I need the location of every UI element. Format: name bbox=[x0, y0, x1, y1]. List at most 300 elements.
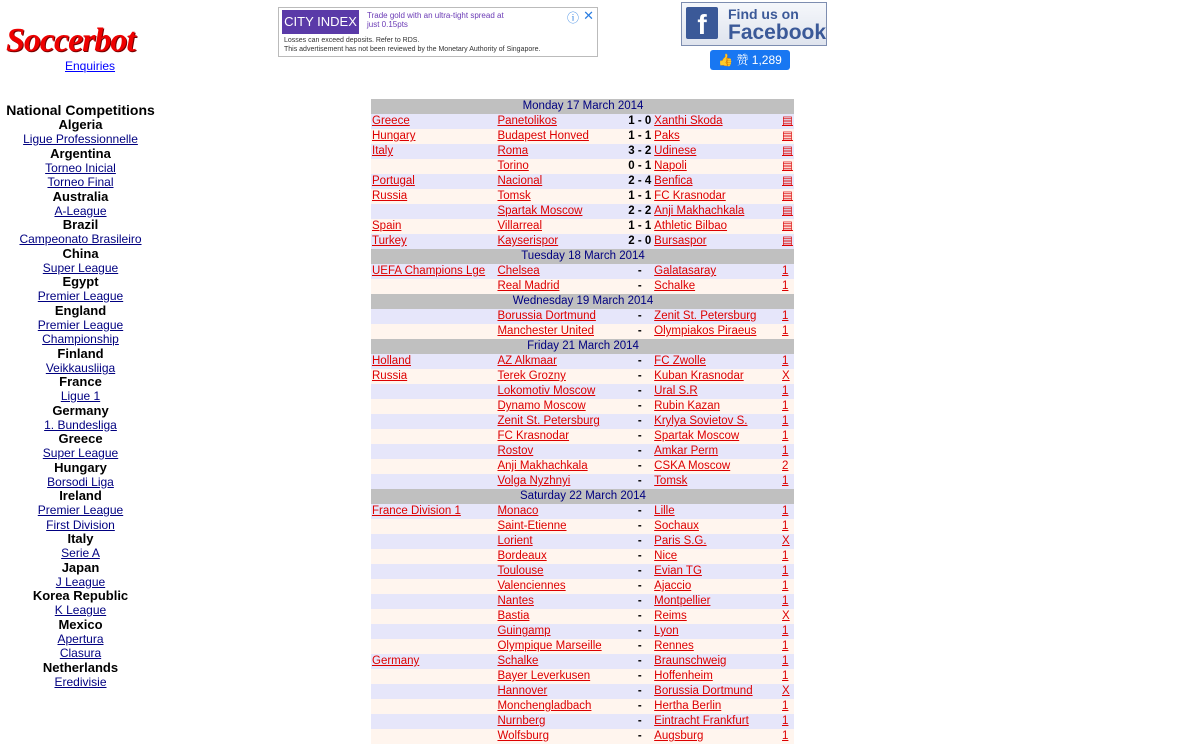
fixture-row bbox=[371, 519, 794, 534]
competition-link[interactable]: Germany bbox=[372, 655, 420, 667]
away-team-link[interactable]: Tomsk bbox=[654, 475, 688, 487]
away-team-cell bbox=[653, 219, 781, 234]
tip-cell bbox=[781, 534, 794, 549]
score-cell: - bbox=[625, 579, 653, 594]
competition-cell bbox=[371, 309, 496, 324]
score-cell: 2 - 2 bbox=[625, 204, 653, 219]
away-team-cell bbox=[653, 144, 781, 159]
away-team-link[interactable]: Athletic Bilbao bbox=[654, 220, 728, 232]
score-cell: - bbox=[625, 429, 653, 444]
home-team-cell bbox=[496, 669, 625, 684]
date-header-row bbox=[371, 249, 794, 264]
away-team-cell bbox=[653, 309, 781, 324]
competition-cell bbox=[371, 504, 496, 519]
sidebar-competition-link[interactable]: Veikkausliiga bbox=[45, 360, 116, 375]
away-team-link[interactable]: Paris S.G. bbox=[654, 535, 707, 547]
competition-cell bbox=[371, 219, 496, 234]
tip-link[interactable]: X bbox=[782, 610, 790, 622]
ad-brand-logo[interactable]: CITY INDEX bbox=[282, 10, 359, 34]
tip-link[interactable]: ▤ bbox=[782, 115, 793, 127]
away-team-link[interactable]: Benfica bbox=[654, 175, 693, 187]
away-team-link[interactable]: CSKA Moscow bbox=[654, 460, 731, 472]
away-team-cell bbox=[653, 459, 781, 474]
fixtures-table bbox=[371, 99, 794, 744]
home-team-link[interactable]: Manchester United bbox=[497, 325, 594, 337]
competition-cell bbox=[371, 579, 496, 594]
home-team-cell bbox=[496, 279, 625, 294]
sidebar-competition-link[interactable]: Apertura bbox=[57, 631, 104, 646]
score-cell: - bbox=[625, 639, 653, 654]
home-team-cell bbox=[496, 624, 625, 639]
tip-link[interactable]: ▤ bbox=[782, 145, 793, 157]
away-team-link[interactable]: Rubin Kazan bbox=[654, 400, 721, 412]
sidebar-competition-link[interactable]: K League bbox=[54, 603, 107, 617]
tip-link[interactable]: ▤ bbox=[782, 220, 793, 232]
home-team-cell bbox=[496, 654, 625, 669]
home-team-link[interactable]: Hannover bbox=[497, 685, 548, 697]
sidebar-competition-link[interactable]: Serie A bbox=[61, 546, 100, 560]
competition-link[interactable]: Holland bbox=[372, 355, 411, 367]
tip-link[interactable]: X bbox=[782, 370, 790, 382]
away-team-cell bbox=[653, 114, 781, 129]
tip-cell bbox=[781, 504, 794, 519]
score-cell: - bbox=[625, 474, 653, 489]
date-header-row bbox=[371, 489, 794, 504]
away-team-link[interactable]: Borussia Dortmund bbox=[654, 685, 753, 697]
competition-cell bbox=[371, 714, 496, 729]
competition-cell bbox=[371, 624, 496, 639]
home-team-link[interactable]: Lorient bbox=[497, 535, 533, 547]
home-team-link[interactable]: Nantes bbox=[497, 595, 534, 607]
tip-link[interactable]: 1 bbox=[782, 325, 789, 337]
home-team-link[interactable]: Zenit St. Petersburg bbox=[497, 415, 600, 427]
sidebar-competition-link[interactable]: First Division bbox=[46, 517, 115, 532]
competition-link[interactable]: UEFA Champions Lge bbox=[372, 265, 486, 277]
home-team-link[interactable]: Olympique Marseille bbox=[497, 640, 602, 652]
competition-link[interactable]: Russia bbox=[372, 190, 408, 202]
away-team-link[interactable]: Zenit St. Petersburg bbox=[654, 310, 757, 322]
home-team-link[interactable]: Anji Makhachkala bbox=[497, 460, 588, 472]
tip-link[interactable]: 1 bbox=[782, 730, 789, 742]
home-team-cell bbox=[496, 384, 625, 399]
sidebar-competition-link[interactable]: Super League bbox=[42, 446, 119, 460]
tip-link[interactable]: 1 bbox=[782, 400, 789, 412]
sidebar-competition-link[interactable]: Torneo Inicial bbox=[45, 160, 116, 175]
competition-link[interactable]: Hungary bbox=[372, 130, 416, 142]
fixture-row bbox=[371, 114, 794, 129]
home-team-link[interactable]: Saint-Etienne bbox=[497, 520, 567, 532]
home-team-link[interactable]: Spartak Moscow bbox=[497, 205, 583, 217]
competition-cell bbox=[371, 369, 496, 384]
sidebar-competition-link[interactable]: Clasura bbox=[59, 646, 102, 660]
sidebar-competition-link[interactable]: J League bbox=[55, 574, 106, 589]
home-team-cell bbox=[496, 159, 625, 174]
sidebar-country-heading: Brazil bbox=[62, 217, 99, 232]
score-cell: 1 - 1 bbox=[625, 189, 653, 204]
competition-link[interactable]: Spain bbox=[372, 220, 402, 232]
score-cell: - bbox=[625, 369, 653, 384]
competition-cell bbox=[371, 159, 496, 174]
sidebar-competition-link[interactable]: Ligue Professionnelle bbox=[23, 132, 138, 146]
away-team-link[interactable]: Augsburg bbox=[654, 730, 704, 742]
fixture-row bbox=[371, 369, 794, 384]
score-cell: 1 - 0 bbox=[625, 114, 653, 129]
away-team-link[interactable]: Galatasaray bbox=[654, 265, 717, 277]
home-team-cell bbox=[496, 459, 625, 474]
score-cell: - bbox=[625, 309, 653, 324]
home-team-link[interactable]: Monchengladbach bbox=[497, 700, 592, 712]
tip-cell bbox=[781, 654, 794, 669]
tip-link[interactable]: 1 bbox=[782, 415, 789, 427]
home-team-link[interactable]: Lokomotiv Moscow bbox=[497, 385, 596, 397]
sidebar-competition-link[interactable]: Premier League bbox=[37, 317, 124, 332]
home-team-link[interactable]: Villarreal bbox=[497, 220, 542, 232]
home-team-link[interactable]: Toulouse bbox=[497, 565, 544, 577]
home-team-link[interactable]: Borussia Dortmund bbox=[497, 310, 596, 322]
tip-cell bbox=[781, 159, 794, 174]
away-team-link[interactable]: Hertha Berlin bbox=[654, 700, 722, 712]
away-team-cell bbox=[653, 654, 781, 669]
fixture-row bbox=[371, 444, 794, 459]
tip-link[interactable]: X bbox=[782, 535, 790, 547]
competition-cell bbox=[371, 384, 496, 399]
home-team-cell bbox=[496, 309, 625, 324]
tip-link[interactable]: 1 bbox=[782, 310, 789, 322]
away-team-link[interactable]: Braunschweig bbox=[654, 655, 727, 667]
fixture-row bbox=[371, 204, 794, 219]
tip-link[interactable]: 1 bbox=[782, 520, 789, 532]
date-header: Monday 17 March 2014 bbox=[371, 99, 794, 114]
home-team-cell bbox=[496, 639, 625, 654]
away-team-link[interactable]: Ajaccio bbox=[654, 580, 692, 592]
tip-link[interactable]: ▤ bbox=[782, 190, 793, 202]
away-team-cell bbox=[653, 579, 781, 594]
tip-cell bbox=[781, 519, 794, 534]
away-team-link[interactable]: Anji Makhachkala bbox=[654, 205, 745, 217]
home-team-link[interactable]: Guingamp bbox=[497, 625, 551, 637]
home-team-link[interactable]: Terek Grozny bbox=[497, 370, 566, 382]
home-team-cell bbox=[496, 594, 625, 609]
fixture-row bbox=[371, 669, 794, 684]
fixture-row bbox=[371, 594, 794, 609]
sidebar-competition-link[interactable]: Super League bbox=[42, 260, 119, 275]
tip-link[interactable]: 1 bbox=[782, 715, 789, 727]
facebook-find-us-button[interactable] bbox=[681, 2, 827, 46]
score-cell: - bbox=[625, 414, 653, 429]
competition-cell bbox=[371, 399, 496, 414]
away-team-link[interactable]: Xanthi Skoda bbox=[654, 115, 723, 127]
sidebar-competition-link[interactable]: Championship bbox=[42, 332, 119, 346]
tip-link[interactable]: 1 bbox=[782, 475, 789, 487]
competition-cell bbox=[371, 699, 496, 714]
fixture-row bbox=[371, 219, 794, 234]
away-team-link[interactable]: Eintracht Frankfurt bbox=[654, 715, 749, 727]
tip-link[interactable]: 2 bbox=[782, 460, 789, 472]
home-team-link[interactable]: Valenciennes bbox=[497, 580, 566, 592]
ad-info-icon[interactable]: ⓘ bbox=[566, 11, 579, 25]
score-cell: 0 - 1 bbox=[625, 159, 653, 174]
home-team-cell bbox=[496, 144, 625, 159]
score-cell: - bbox=[625, 384, 653, 399]
home-team-link[interactable]: Torino bbox=[497, 160, 529, 172]
date-header: Friday 21 March 2014 bbox=[371, 339, 794, 354]
score-cell: - bbox=[625, 654, 653, 669]
competition-link[interactable]: Italy bbox=[372, 145, 394, 157]
away-team-link[interactable]: Krylya Sovietov S. bbox=[654, 415, 748, 427]
tip-cell bbox=[781, 699, 794, 714]
away-team-link[interactable]: Nice bbox=[654, 550, 678, 562]
home-team-link[interactable]: Tomsk bbox=[497, 190, 531, 202]
score-cell: - bbox=[625, 279, 653, 294]
sidebar-country-heading: Finland bbox=[57, 345, 104, 361]
away-team-link[interactable]: Napoli bbox=[654, 160, 687, 172]
competition-link[interactable]: Portugal bbox=[372, 175, 415, 187]
sidebar-competition-link[interactable]: A-League bbox=[54, 203, 107, 218]
enquiries-link[interactable]: Enquiries bbox=[65, 59, 116, 73]
home-team-link[interactable]: Dynamo Moscow bbox=[497, 400, 586, 412]
away-team-cell bbox=[653, 324, 781, 339]
away-team-link[interactable]: Paks bbox=[654, 130, 680, 142]
away-team-link[interactable]: Reims bbox=[654, 610, 687, 622]
home-team-link[interactable]: Bastia bbox=[497, 610, 530, 622]
tip-cell bbox=[781, 324, 794, 339]
tip-link[interactable]: 1 bbox=[782, 595, 789, 607]
sidebar-country-heading: Greece bbox=[58, 431, 103, 446]
tip-link[interactable]: 1 bbox=[782, 640, 789, 652]
tip-link[interactable]: 1 bbox=[782, 550, 789, 562]
away-team-link[interactable]: Olympiakos Piraeus bbox=[654, 325, 757, 337]
competition-cell bbox=[371, 459, 496, 474]
away-team-cell bbox=[653, 204, 781, 219]
home-team-cell bbox=[496, 519, 625, 534]
away-team-cell bbox=[653, 669, 781, 684]
competition-cell bbox=[371, 534, 496, 549]
competition-cell bbox=[371, 129, 496, 144]
tip-cell bbox=[781, 684, 794, 699]
tip-cell bbox=[781, 354, 794, 369]
sidebar-competition-link[interactable]: Eredivisie bbox=[54, 674, 107, 689]
competition-link[interactable]: France Division 1 bbox=[372, 505, 461, 517]
tip-link[interactable]: 1 bbox=[782, 445, 789, 457]
tip-cell bbox=[781, 384, 794, 399]
away-team-link[interactable]: Rennes bbox=[654, 640, 694, 652]
home-team-link[interactable]: Nacional bbox=[497, 175, 543, 187]
away-team-link[interactable]: Lille bbox=[654, 505, 675, 517]
fixture-row bbox=[371, 324, 794, 339]
competition-link[interactable]: Greece bbox=[372, 115, 410, 127]
sidebar-country-heading: Egypt bbox=[62, 274, 99, 289]
home-team-cell bbox=[496, 429, 625, 444]
competition-cell bbox=[371, 729, 496, 744]
tip-link[interactable]: 1 bbox=[782, 430, 789, 442]
sidebar-competition-link[interactable]: Borsodi Liga bbox=[47, 474, 114, 489]
sidebar-list bbox=[0, 118, 161, 689]
tip-link[interactable]: X bbox=[782, 685, 790, 697]
score-cell: - bbox=[625, 534, 653, 549]
tip-link[interactable]: ▤ bbox=[782, 235, 793, 247]
sidebar-competition-link[interactable]: Premier League bbox=[37, 503, 124, 517]
home-team-link[interactable]: AZ Alkmaar bbox=[497, 355, 557, 367]
sidebar-country-heading: France bbox=[59, 374, 102, 389]
home-team-cell bbox=[496, 564, 625, 579]
tip-cell bbox=[781, 729, 794, 744]
site-logo[interactable]: Soccerbot bbox=[6, 22, 135, 59]
home-team-cell bbox=[496, 129, 625, 144]
fixture-row bbox=[371, 729, 794, 744]
tip-link[interactable]: ▤ bbox=[782, 160, 793, 172]
home-team-cell bbox=[496, 549, 625, 564]
away-team-link[interactable]: Bursaspor bbox=[654, 235, 707, 247]
home-team-link[interactable]: Rostov bbox=[497, 445, 534, 457]
tip-link[interactable]: 1 bbox=[782, 655, 789, 667]
date-header-row bbox=[371, 339, 794, 354]
away-team-cell bbox=[653, 264, 781, 279]
tip-cell bbox=[781, 444, 794, 459]
away-team-link[interactable]: FC Zwolle bbox=[654, 355, 706, 367]
tip-cell bbox=[781, 234, 794, 249]
home-team-link[interactable]: Wolfsburg bbox=[497, 730, 550, 742]
fixture-row bbox=[371, 684, 794, 699]
sidebar-country-heading: Argentina bbox=[50, 145, 111, 161]
facebook-like-button[interactable]: 👍 赞 1,289 bbox=[710, 50, 790, 70]
away-team-link[interactable]: FC Krasnodar bbox=[654, 190, 726, 202]
tip-link[interactable]: 1 bbox=[782, 580, 789, 592]
tip-cell bbox=[781, 114, 794, 129]
home-team-link[interactable]: Bayer Leverkusen bbox=[497, 670, 591, 682]
score-cell: - bbox=[625, 669, 653, 684]
score-cell: - bbox=[625, 549, 653, 564]
score-cell: 3 - 2 bbox=[625, 144, 653, 159]
away-team-cell bbox=[653, 129, 781, 144]
home-team-cell bbox=[496, 234, 625, 249]
competition-link[interactable]: Russia bbox=[372, 370, 408, 382]
tip-link[interactable]: 1 bbox=[782, 625, 789, 637]
tip-link[interactable]: 1 bbox=[782, 265, 789, 277]
home-team-link[interactable]: Volga Nyzhnyi bbox=[497, 475, 571, 487]
sidebar-competition-link[interactable]: Premier League bbox=[37, 289, 124, 303]
sidebar-country-heading: Germany bbox=[52, 402, 109, 418]
away-team-cell bbox=[653, 444, 781, 459]
away-team-cell bbox=[653, 684, 781, 699]
competition-cell bbox=[371, 414, 496, 429]
sidebar-competition-link[interactable]: Campeonato Brasileiro bbox=[19, 232, 142, 246]
tip-link[interactable]: 1 bbox=[782, 565, 789, 577]
fixture-row bbox=[371, 609, 794, 624]
competition-cell bbox=[371, 279, 496, 294]
away-team-cell bbox=[653, 414, 781, 429]
away-team-link[interactable]: Udinese bbox=[654, 145, 697, 157]
away-team-cell bbox=[653, 174, 781, 189]
tip-link[interactable]: 1 bbox=[782, 355, 789, 367]
away-team-link[interactable]: Kuban Krasnodar bbox=[654, 370, 744, 382]
fixture-row bbox=[371, 429, 794, 444]
tip-cell bbox=[781, 219, 794, 234]
sidebar-competition-link[interactable]: Ligue 1 bbox=[60, 389, 101, 403]
tip-link[interactable]: 1 bbox=[782, 385, 789, 397]
fixture-row bbox=[371, 144, 794, 159]
tip-cell bbox=[781, 669, 794, 684]
away-team-link[interactable]: Amkar Perm bbox=[654, 445, 719, 457]
home-team-link[interactable]: Budapest Honved bbox=[497, 130, 589, 142]
competition-cell bbox=[371, 144, 496, 159]
ad-disclaimer-line-2: This advertisement has not been reviewed by the Monetary Authority of Singapore. bbox=[284, 46, 541, 53]
facebook-line-1: Find us on bbox=[728, 6, 799, 22]
sidebar-country-heading: China bbox=[62, 245, 99, 261]
date-header: Tuesday 18 March 2014 bbox=[371, 249, 794, 264]
home-team-cell bbox=[496, 729, 625, 744]
sidebar-competition-link[interactable]: Torneo Final bbox=[47, 175, 114, 189]
away-team-link[interactable]: Lyon bbox=[654, 625, 679, 637]
sidebar-country-heading: Australia bbox=[52, 188, 109, 204]
away-team-cell bbox=[653, 534, 781, 549]
tip-link[interactable]: 1 bbox=[782, 280, 789, 292]
fixture-row bbox=[371, 564, 794, 579]
sidebar-competition-link[interactable]: 1. Bundesliga bbox=[44, 417, 117, 432]
home-team-link[interactable]: Kayserispor bbox=[497, 235, 559, 247]
away-team-link[interactable]: Ural S.R bbox=[654, 385, 698, 397]
tip-link[interactable]: ▤ bbox=[782, 205, 793, 217]
away-team-cell bbox=[653, 624, 781, 639]
ad-close-icon[interactable]: ✕ bbox=[583, 8, 594, 23]
home-team-link[interactable]: Nurnberg bbox=[497, 715, 546, 727]
home-team-link[interactable]: Monaco bbox=[497, 505, 539, 517]
away-team-link[interactable]: Hoffenheim bbox=[654, 670, 713, 682]
away-team-link[interactable]: Evian TG bbox=[654, 565, 702, 577]
ad-headline[interactable]: Trade gold with an ultra-tight spread at just 0.15pts bbox=[367, 11, 504, 29]
tip-link[interactable]: ▤ bbox=[782, 175, 793, 187]
home-team-link[interactable]: Panetolikos bbox=[497, 115, 557, 127]
competition-link[interactable]: Turkey bbox=[372, 235, 407, 247]
tip-link[interactable]: ▤ bbox=[782, 130, 793, 142]
home-team-link[interactable]: Chelsea bbox=[497, 265, 540, 277]
fixture-row bbox=[371, 129, 794, 144]
fixture-row bbox=[371, 639, 794, 654]
date-header-row bbox=[371, 294, 794, 309]
home-team-link[interactable]: Bordeaux bbox=[497, 550, 547, 562]
away-team-link[interactable]: Schalke bbox=[654, 280, 696, 292]
fixture-row bbox=[371, 414, 794, 429]
away-team-link[interactable]: Montpellier bbox=[654, 595, 711, 607]
tip-link[interactable]: 1 bbox=[782, 700, 789, 712]
away-team-cell bbox=[653, 279, 781, 294]
tip-link[interactable]: 1 bbox=[782, 505, 789, 517]
home-team-cell bbox=[496, 474, 625, 489]
away-team-cell bbox=[653, 474, 781, 489]
date-header: Wednesday 19 March 2014 bbox=[371, 294, 794, 309]
away-team-cell bbox=[653, 504, 781, 519]
score-cell: 2 - 0 bbox=[625, 234, 653, 249]
home-team-link[interactable]: Roma bbox=[497, 145, 529, 157]
score-cell: - bbox=[625, 714, 653, 729]
fixture-row bbox=[371, 174, 794, 189]
fixture-row bbox=[371, 459, 794, 474]
tip-cell bbox=[781, 264, 794, 279]
away-team-cell bbox=[653, 159, 781, 174]
competition-cell bbox=[371, 669, 496, 684]
score-cell: - bbox=[625, 399, 653, 414]
sidebar-country-heading: Japan bbox=[61, 559, 100, 575]
home-team-link[interactable]: Real Madrid bbox=[497, 280, 560, 292]
away-team-link[interactable]: Spartak Moscow bbox=[654, 430, 740, 442]
tip-link[interactable]: 1 bbox=[782, 670, 789, 682]
ad-disclaimer bbox=[284, 36, 540, 54]
sidebar-country-heading: Ireland bbox=[59, 488, 102, 503]
advertisement-banner[interactable] bbox=[278, 7, 598, 57]
home-team-link[interactable]: Schalke bbox=[497, 655, 539, 667]
away-team-link[interactable]: Sochaux bbox=[654, 520, 699, 532]
home-team-link[interactable]: FC Krasnodar bbox=[497, 430, 570, 442]
fixture-row bbox=[371, 234, 794, 249]
